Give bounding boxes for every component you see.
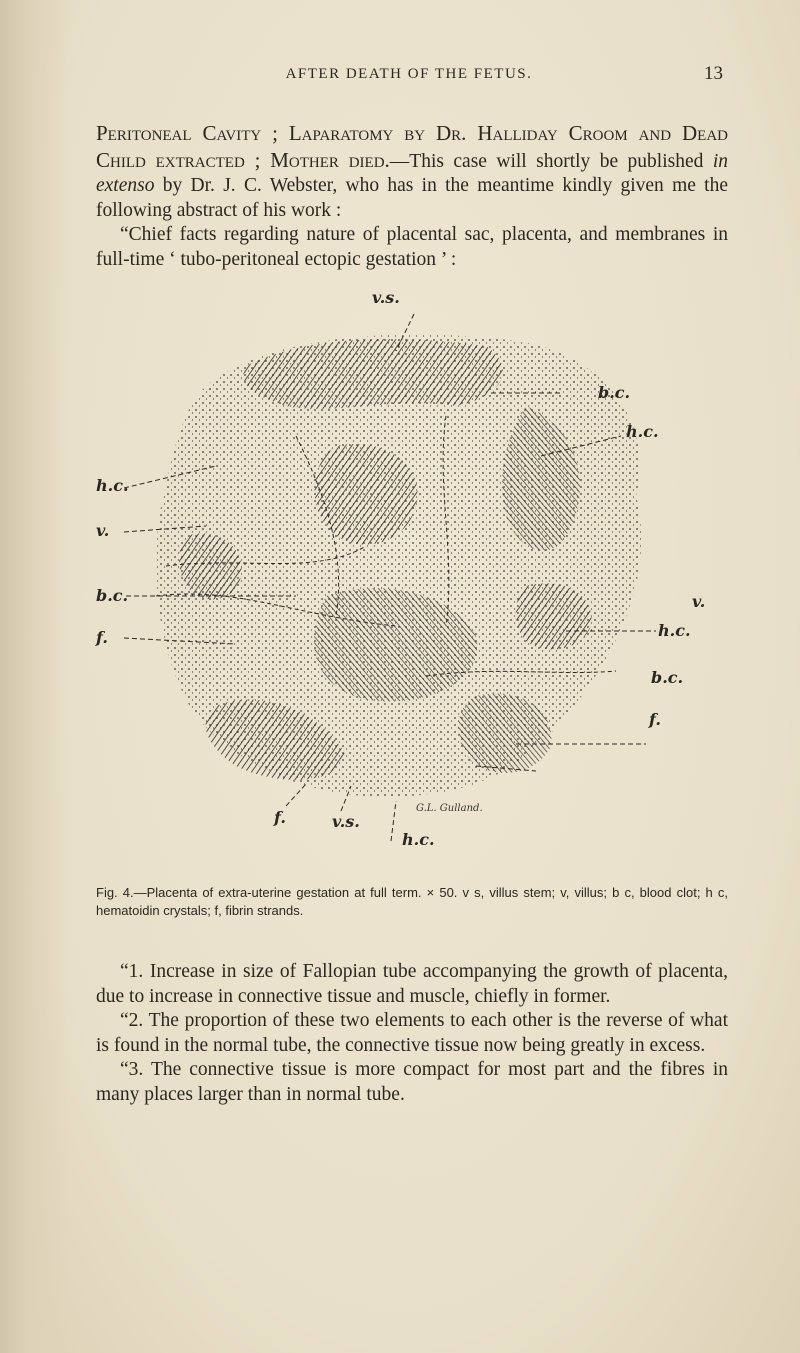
- figure: [96, 288, 728, 866]
- label-hc-right-top: h.c.: [626, 422, 659, 441]
- label-bc-top: b.c.: [598, 383, 631, 402]
- case-text-1: —This case will shortly be published: [389, 150, 704, 172]
- label-vs-bottom: v.s.: [332, 812, 360, 831]
- running-head: AFTER DEATH OF THE FETUS.: [285, 66, 533, 82]
- abstract-intro: “Chief facts regarding nature of placental sac, placenta, and membranes in full-time ‘ tubo-peritoneal ectopic gestation ’ :: [96, 224, 728, 270]
- list-item-3: “3. The connective tissue is more compact for most part and the fibres in many places larger than in normal tube.: [96, 1059, 728, 1105]
- page-number: 13: [704, 63, 723, 84]
- list-item-1: “1. Increase in size of Fallopian tube accompanying the growth of placenta, due to increase in connective tissue and muscle, chiefly in former.: [96, 961, 728, 1007]
- case-italic: in extenso: [96, 150, 728, 196]
- page-edge-shadow: [0, 0, 70, 1353]
- placenta-illustration: [96, 296, 728, 866]
- label-f-left: f.: [96, 628, 108, 647]
- label-f-right: f.: [649, 710, 661, 729]
- label-hc-left: h.c.: [96, 476, 129, 495]
- case-paragraph: [96, 121, 728, 223]
- list-item-2: “2. The proportion of these two elements to each other is the reverse of what is found in the normal tube, the connective tissue now being greatly in excess.: [96, 1010, 728, 1056]
- dense-region-top: [243, 339, 502, 409]
- label-hc-right-mid: h.c.: [658, 621, 691, 640]
- intro-paragraph-block: [96, 121, 728, 272]
- label-bc-left: b.c.: [96, 586, 129, 605]
- case-heading: Peritoneal Cavity ; Laparatomy by Dr. Halliday Croom and Dead Child extracted ; Mother died.: [96, 121, 728, 172]
- label-vs-top: v.s.: [372, 288, 400, 307]
- label-hc-bottom: h.c.: [402, 830, 435, 849]
- artist-signature: G.L. Gulland.: [416, 803, 483, 814]
- label-f-bottom: f.: [274, 808, 286, 827]
- page-header: [95, 63, 723, 90]
- label-bc-right: b.c.: [651, 668, 684, 687]
- numbered-list: [96, 960, 728, 1107]
- case-text-2: by Dr. J. C. Webster, who has in the meantime kindly given me the following abstract of his work :: [96, 175, 728, 221]
- label-v-left: v.: [96, 521, 110, 540]
- label-v-right: v.: [692, 592, 706, 611]
- figure-caption: Fig. 4.—Placenta of extra-uterine gestation at full term. × 50. v s, villus stem; v, villus; b c, blood clot; h c, hematoidin crystals; f, fibrin strands.: [96, 885, 728, 918]
